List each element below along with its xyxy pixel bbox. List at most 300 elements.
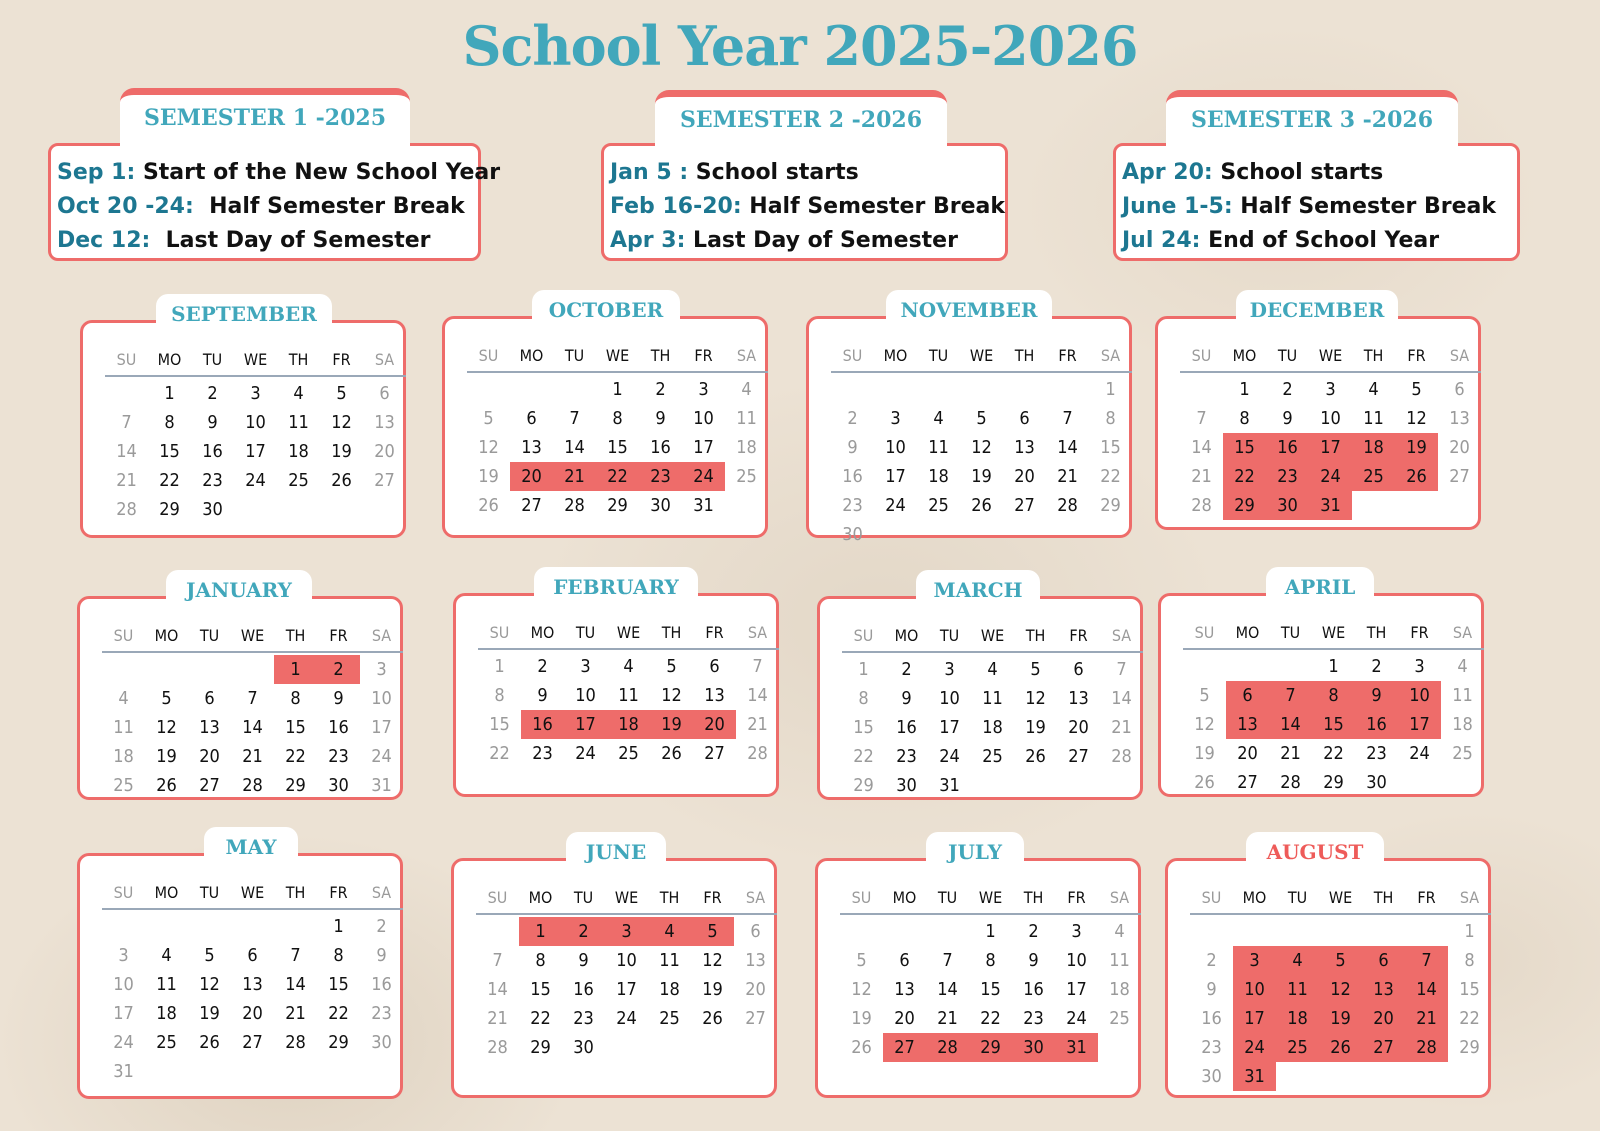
weekday-label: TU <box>1277 346 1298 365</box>
month-label: JUNE <box>566 832 666 872</box>
day-cell: 19 <box>650 710 693 739</box>
day-cell: 5 <box>1030 659 1041 680</box>
day-cell: 4 <box>623 656 634 677</box>
day-cell: 20 <box>1449 437 1470 458</box>
weekday-label: TU <box>928 346 949 365</box>
semester-event-date: Oct 20 -24: <box>57 194 194 219</box>
day-cell: 14 <box>285 974 306 995</box>
day-cell: 12 <box>331 412 352 433</box>
day-cell: 10 <box>939 688 960 709</box>
empty-cell <box>1438 491 1481 520</box>
day-cell: 1 <box>1464 921 1475 942</box>
day-cell: 27 <box>199 775 220 796</box>
empty-cell <box>874 375 917 404</box>
semester-event <box>57 190 472 224</box>
day-cell: 22 <box>1323 743 1344 764</box>
day-cell: 28 <box>926 1033 969 1062</box>
day-cell: 17 <box>693 437 714 458</box>
weekday-header <box>1180 341 1481 373</box>
empty-cell <box>1003 375 1046 404</box>
empty-cell <box>231 1057 274 1086</box>
day-cell: 12 <box>661 685 682 706</box>
weekday-header <box>840 883 1141 915</box>
empty-cell <box>883 917 926 946</box>
week-row <box>105 408 406 437</box>
day-cell: 1 <box>333 916 344 937</box>
day-cell: 22 <box>285 746 306 767</box>
day-cell: 22 <box>596 462 639 491</box>
day-cell: 11 <box>1109 950 1130 971</box>
semester-event-text: Start of the New School Year <box>135 160 501 185</box>
day-cell: 26 <box>478 495 499 516</box>
weekday-header <box>1183 618 1484 650</box>
day-cell: 31 <box>1055 1033 1098 1062</box>
semester-event-text: Last Day of Semester <box>150 228 431 253</box>
day-cell: 29 <box>1223 491 1266 520</box>
day-cell: 30 <box>371 1032 392 1053</box>
day-cell: 11 <box>156 974 177 995</box>
day-cell: 20 <box>1362 1004 1405 1033</box>
month-label: JANUARY <box>166 570 312 610</box>
day-cell: 21 <box>747 714 768 735</box>
weekday-label: MO <box>154 626 179 645</box>
day-cell: 1 <box>1105 379 1116 400</box>
weekday-label: SA <box>747 623 768 642</box>
day-cell: 27 <box>1014 495 1035 516</box>
week-row <box>831 462 1132 491</box>
day-cell: 5 <box>336 383 347 404</box>
week-row <box>105 437 406 466</box>
day-cell: 25 <box>156 1032 177 1053</box>
month-grid <box>840 883 1141 1062</box>
day-cell: 9 <box>1282 408 1293 429</box>
day-cell: 25 <box>659 1008 680 1029</box>
empty-cell <box>102 912 145 941</box>
week-row <box>478 710 779 739</box>
day-cell: 16 <box>896 717 917 738</box>
day-cell: 4 <box>741 379 752 400</box>
day-cell: 15 <box>1312 710 1355 739</box>
day-cell: 25 <box>113 775 134 796</box>
weekday-label: MO <box>1235 623 1260 642</box>
week-row <box>102 1028 403 1057</box>
day-cell: 5 <box>691 917 734 946</box>
month-card-august <box>1165 858 1491 1098</box>
day-cell: 6 <box>1226 681 1269 710</box>
weekday-label: TH <box>1366 623 1387 642</box>
week-row <box>1180 404 1481 433</box>
day-cell: 13 <box>374 412 395 433</box>
day-cell: 14 <box>1191 437 1212 458</box>
day-cell: 8 <box>612 408 623 429</box>
semester-event-date: June 1-5: <box>1122 194 1233 219</box>
week-row <box>831 491 1132 520</box>
day-cell: 17 <box>1233 1004 1276 1033</box>
weekday-label: FR <box>329 883 348 902</box>
day-cell: 24 <box>1309 462 1352 491</box>
day-cell: 22 <box>328 1003 349 1024</box>
weekday-label: SA <box>1100 346 1121 365</box>
month-grid <box>105 345 406 524</box>
day-cell: 6 <box>750 921 761 942</box>
empty-cell <box>1014 771 1057 800</box>
weekday-label: FR <box>705 623 724 642</box>
day-cell: 22 <box>980 1008 1001 1029</box>
day-cell: 18 <box>288 441 309 462</box>
day-cell: 5 <box>666 656 677 677</box>
week-row <box>476 917 777 946</box>
day-cell: 21 <box>1111 717 1132 738</box>
empty-cell <box>510 375 553 404</box>
day-cell: 5 <box>483 408 494 429</box>
day-cell: 7 <box>942 950 953 971</box>
day-cell: 19 <box>331 441 352 462</box>
weekday-label: WE <box>1318 346 1343 365</box>
day-cell: 17 <box>113 1003 134 1024</box>
day-cell: 10 <box>1398 681 1441 710</box>
day-cell: 21 <box>1280 743 1301 764</box>
day-cell: 7 <box>290 945 301 966</box>
empty-cell <box>734 1033 777 1062</box>
day-cell: 22 <box>853 746 874 767</box>
weekday-label: TU <box>1287 888 1308 907</box>
weekday-label: FR <box>1058 346 1077 365</box>
day-cell: 15 <box>159 441 180 462</box>
empty-cell <box>1100 771 1143 800</box>
day-cell: 29 <box>530 1037 551 1058</box>
empty-cell <box>231 912 274 941</box>
day-cell: 16 <box>328 717 349 738</box>
day-cell: 31 <box>371 775 392 796</box>
weekday-label: MO <box>1232 346 1257 365</box>
month-grid <box>478 618 779 768</box>
day-cell: 15 <box>980 979 1001 1000</box>
day-cell: 19 <box>156 746 177 767</box>
day-cell: 16 <box>1023 979 1044 1000</box>
day-cell: 14 <box>487 979 508 1000</box>
week-row <box>1180 375 1481 404</box>
weekday-label: WE <box>969 346 994 365</box>
weekday-label: WE <box>243 350 268 369</box>
empty-cell <box>553 375 596 404</box>
day-cell: 2 <box>1282 379 1293 400</box>
day-cell: 27 <box>1362 1033 1405 1062</box>
day-cell: 22 <box>1459 1008 1480 1029</box>
day-cell: 13 <box>745 950 766 971</box>
weekday-label: MO <box>519 346 544 365</box>
day-cell: 9 <box>1206 979 1217 1000</box>
day-cell: 30 <box>1201 1066 1222 1087</box>
day-cell: 27 <box>242 1032 263 1053</box>
weekday-label: SU <box>113 883 134 902</box>
empty-cell <box>926 917 969 946</box>
day-cell: 19 <box>1395 433 1438 462</box>
month-label: NOVEMBER <box>886 290 1052 330</box>
week-row <box>1180 462 1481 491</box>
empty-cell <box>145 1057 188 1086</box>
day-cell: 25 <box>928 495 949 516</box>
day-cell: 10 <box>1066 950 1087 971</box>
day-cell: 20 <box>745 979 766 1000</box>
day-cell: 6 <box>1019 408 1030 429</box>
weekday-header <box>467 341 768 373</box>
week-row <box>478 652 779 681</box>
day-cell: 14 <box>1405 975 1448 1004</box>
day-cell: 27 <box>883 1033 926 1062</box>
month-card-october <box>442 316 768 538</box>
month-grid <box>831 341 1132 549</box>
day-cell: 29 <box>285 775 306 796</box>
day-cell: 26 <box>971 495 992 516</box>
day-cell: 7 <box>752 656 763 677</box>
empty-cell <box>1098 1033 1141 1062</box>
day-cell: 19 <box>1319 1004 1362 1033</box>
day-cell: 15 <box>489 714 510 735</box>
weekday-label: TU <box>937 888 958 907</box>
day-cell: 3 <box>944 659 955 680</box>
weekday-label: TU <box>202 350 223 369</box>
day-cell: 7 <box>1269 681 1312 710</box>
weekday-label: MO <box>530 623 555 642</box>
day-cell: 6 <box>204 688 215 709</box>
semester-event-text: Half Semester Break <box>193 194 465 219</box>
week-row <box>831 433 1132 462</box>
day-cell: 21 <box>242 746 263 767</box>
weekday-label: WE <box>240 626 265 645</box>
empty-cell <box>317 1057 360 1086</box>
empty-cell <box>1180 375 1223 404</box>
empty-cell <box>360 1057 403 1086</box>
month-card-november <box>806 316 1132 545</box>
weekday-label: FR <box>1410 623 1429 642</box>
day-cell: 24 <box>575 743 596 764</box>
day-cell: 6 <box>247 945 258 966</box>
day-cell: 4 <box>1368 379 1379 400</box>
day-cell: 28 <box>564 495 585 516</box>
weekday-label: SU <box>1191 346 1212 365</box>
empty-cell <box>102 655 145 684</box>
month-grid <box>842 621 1143 800</box>
day-cell: 21 <box>1191 466 1212 487</box>
semester-event <box>1122 190 1511 224</box>
day-cell: 2 <box>562 917 605 946</box>
week-row <box>840 1033 1141 1062</box>
day-cell: 21 <box>553 462 596 491</box>
day-cell: 6 <box>899 950 910 971</box>
day-cell: 26 <box>1025 746 1046 767</box>
week-row <box>1190 1004 1491 1033</box>
semester-event <box>1122 224 1511 258</box>
day-cell: 20 <box>199 746 220 767</box>
weekday-label: FR <box>1407 346 1426 365</box>
empty-cell <box>1319 1062 1362 1091</box>
day-cell: 13 <box>1068 688 1089 709</box>
month-card-december <box>1155 316 1481 530</box>
day-cell: 3 <box>250 383 261 404</box>
day-cell: 28 <box>116 499 137 520</box>
day-cell: 1 <box>494 656 505 677</box>
day-cell: 23 <box>532 743 553 764</box>
empty-cell <box>1441 768 1484 797</box>
day-cell: 29 <box>969 1033 1012 1062</box>
day-cell: 6 <box>1362 946 1405 975</box>
empty-cell <box>274 912 317 941</box>
empty-cell <box>363 495 406 524</box>
day-cell: 21 <box>1057 466 1078 487</box>
weekday-label: SA <box>1459 888 1480 907</box>
day-cell: 9 <box>1028 950 1039 971</box>
week-row <box>1183 710 1484 739</box>
month-label: MAY <box>204 827 298 867</box>
weekday-label: TH <box>285 626 306 645</box>
semester-event-date: Feb 16-20: <box>610 194 742 219</box>
weekday-label: SU <box>851 888 872 907</box>
weekday-label: TH <box>650 346 671 365</box>
day-cell: 11 <box>1452 685 1473 706</box>
empty-cell <box>188 912 231 941</box>
week-row <box>105 466 406 495</box>
weekday-label: SA <box>736 346 757 365</box>
weekday-label: SA <box>1111 626 1132 645</box>
day-cell: 28 <box>747 743 768 764</box>
week-row <box>840 917 1141 946</box>
week-row <box>840 946 1141 975</box>
month-card-february <box>453 593 779 797</box>
empty-cell <box>145 655 188 684</box>
week-row <box>476 946 777 975</box>
day-cell: 18 <box>113 746 134 767</box>
day-cell: 24 <box>939 746 960 767</box>
day-cell: 13 <box>1226 710 1269 739</box>
day-cell: 6 <box>379 383 390 404</box>
day-cell: 29 <box>853 775 874 796</box>
month-label: SEPTEMBER <box>156 294 332 334</box>
day-cell: 16 <box>371 974 392 995</box>
month-card-january <box>77 596 403 800</box>
month-label: OCTOBER <box>532 290 680 330</box>
weekday-header <box>102 878 403 910</box>
week-row <box>102 713 403 742</box>
day-cell: 9 <box>578 950 589 971</box>
empty-cell <box>1352 491 1395 520</box>
day-cell: 16 <box>573 979 594 1000</box>
week-row <box>1183 652 1484 681</box>
day-cell: 11 <box>1276 975 1319 1004</box>
day-cell: 8 <box>858 688 869 709</box>
day-cell: 8 <box>333 945 344 966</box>
day-cell: 8 <box>1105 408 1116 429</box>
day-cell: 24 <box>245 470 266 491</box>
day-cell: 4 <box>293 383 304 404</box>
empty-cell <box>917 375 960 404</box>
weekday-label: SU <box>1194 623 1215 642</box>
semester-label-2: SEMESTER 2 -2026 <box>655 90 947 146</box>
day-cell: 12 <box>971 437 992 458</box>
day-cell: 2 <box>847 408 858 429</box>
day-cell: 28 <box>285 1032 306 1053</box>
week-row <box>1190 1033 1491 1062</box>
day-cell: 2 <box>655 379 666 400</box>
day-cell: 23 <box>1201 1037 1222 1058</box>
page-title: School Year 2025-2026 <box>462 14 1138 78</box>
day-cell: 5 <box>204 945 215 966</box>
day-cell: 14 <box>242 717 263 738</box>
day-cell: 2 <box>317 655 360 684</box>
day-cell: 27 <box>521 495 542 516</box>
weekday-label: TH <box>288 350 309 369</box>
week-row <box>105 379 406 408</box>
day-cell: 14 <box>1111 688 1132 709</box>
semester-event <box>1122 156 1511 190</box>
weekday-header <box>478 618 779 650</box>
day-cell: 3 <box>890 408 901 429</box>
day-cell: 20 <box>894 1008 915 1029</box>
day-cell: 14 <box>1057 437 1078 458</box>
day-cell: 30 <box>842 524 863 545</box>
week-row <box>1183 739 1484 768</box>
day-cell: 31 <box>693 495 714 516</box>
week-row <box>831 520 1132 549</box>
weekday-label: TU <box>573 888 594 907</box>
day-cell: 26 <box>331 470 352 491</box>
day-cell: 22 <box>530 1008 551 1029</box>
day-cell: 18 <box>156 1003 177 1024</box>
weekday-label: WE <box>978 888 1003 907</box>
day-cell: 22 <box>159 470 180 491</box>
month-label: JULY <box>926 832 1024 872</box>
day-cell: 12 <box>1406 408 1427 429</box>
day-cell: 3 <box>698 379 709 400</box>
day-cell: 27 <box>1068 746 1089 767</box>
day-cell: 15 <box>1459 979 1480 1000</box>
weekday-label: SA <box>1109 888 1130 907</box>
day-cell: 23 <box>1366 743 1387 764</box>
semester-event <box>610 190 1005 224</box>
week-row <box>102 970 403 999</box>
day-cell: 20 <box>1014 466 1035 487</box>
day-cell: 17 <box>616 979 637 1000</box>
day-cell: 9 <box>847 437 858 458</box>
weekday-header <box>105 345 406 377</box>
day-cell: 30 <box>1012 1033 1055 1062</box>
day-cell: 10 <box>245 412 266 433</box>
empty-cell <box>1190 917 1233 946</box>
day-cell: 12 <box>851 979 872 1000</box>
month-label: APRIL <box>1266 567 1374 607</box>
day-cell: 4 <box>933 408 944 429</box>
day-cell: 29 <box>159 499 180 520</box>
day-cell: 31 <box>939 775 960 796</box>
day-cell: 17 <box>245 441 266 462</box>
week-row <box>467 462 768 491</box>
day-cell: 17 <box>885 466 906 487</box>
day-cell: 7 <box>1062 408 1073 429</box>
weekday-label: TH <box>659 888 680 907</box>
day-cell: 3 <box>1325 379 1336 400</box>
weekday-label: SU <box>487 888 508 907</box>
weekday-label: TU <box>564 346 585 365</box>
day-cell: 2 <box>1028 921 1039 942</box>
month-label: MARCH <box>916 570 1040 610</box>
empty-cell <box>188 1057 231 1086</box>
week-row <box>1190 946 1491 975</box>
day-cell: 30 <box>1266 491 1309 520</box>
day-cell: 4 <box>1276 946 1319 975</box>
day-cell: 12 <box>702 950 723 971</box>
day-cell: 7 <box>492 950 503 971</box>
day-cell: 8 <box>1312 681 1355 710</box>
day-cell: 2 <box>1206 950 1217 971</box>
